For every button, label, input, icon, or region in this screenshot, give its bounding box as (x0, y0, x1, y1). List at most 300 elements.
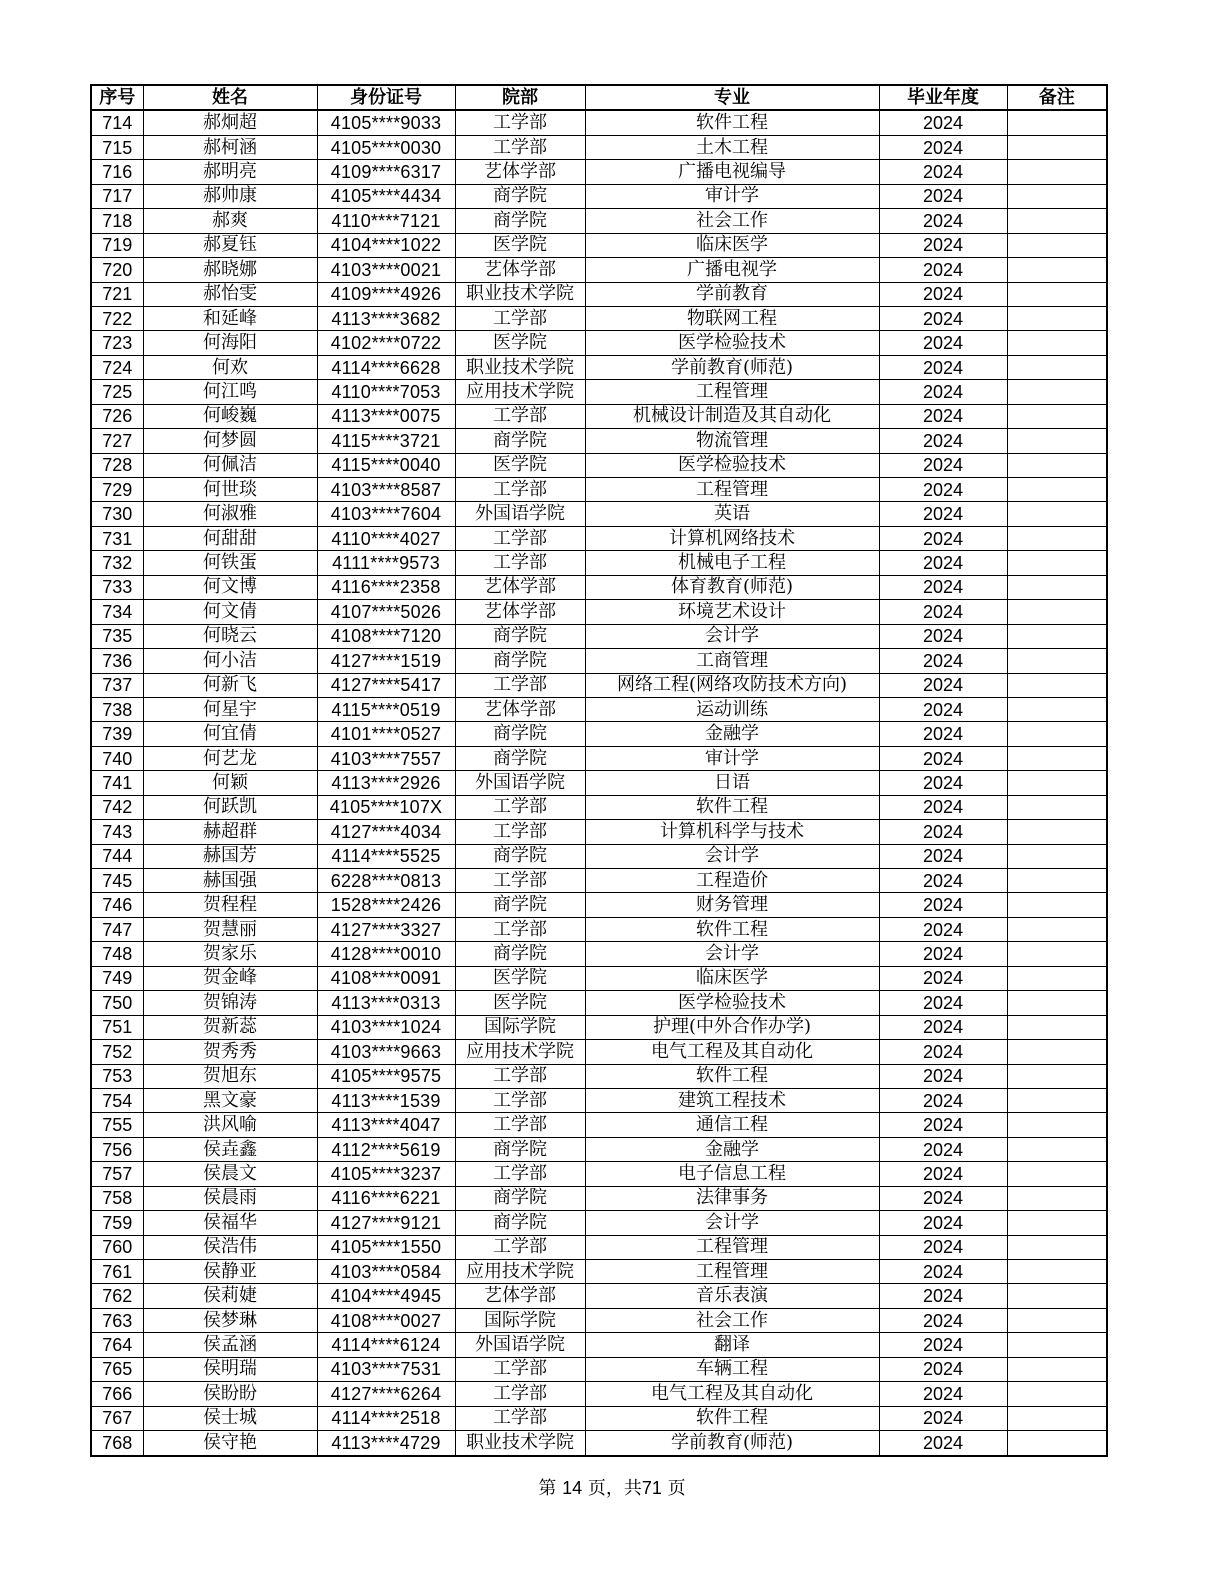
cell-department: 工学部 (455, 135, 585, 159)
cell-id-number: 4103****7604 (317, 502, 455, 526)
cell-name: 侯浩伟 (143, 1235, 317, 1259)
cell-remarks (1007, 355, 1107, 379)
cell-graduation-year: 2024 (879, 649, 1007, 673)
cell-seq: 758 (91, 1186, 143, 1210)
cell-id-number: 4110****7121 (317, 209, 455, 233)
table-row (91, 697, 1107, 721)
table-row (91, 502, 1107, 526)
cell-remarks (1007, 771, 1107, 795)
cell-name: 侯盼盼 (143, 1382, 317, 1406)
cell-department: 职业技术学院 (455, 355, 585, 379)
cell-name: 侯明瑞 (143, 1357, 317, 1381)
cell-seq: 730 (91, 502, 143, 526)
cell-name: 郝帅康 (143, 184, 317, 208)
cell-remarks (1007, 722, 1107, 746)
cell-name: 何峻巍 (143, 404, 317, 428)
cell-department: 工学部 (455, 820, 585, 844)
cell-remarks (1007, 746, 1107, 770)
cell-remarks (1007, 404, 1107, 428)
table-row (91, 429, 1107, 453)
cell-seq: 731 (91, 526, 143, 550)
cell-graduation-year: 2024 (879, 404, 1007, 428)
cell-major: 临床医学 (585, 233, 879, 257)
cell-id-number: 4113****3682 (317, 306, 455, 330)
cell-department: 工学部 (455, 1162, 585, 1186)
cell-graduation-year: 2024 (879, 917, 1007, 941)
cell-graduation-year: 2024 (879, 331, 1007, 355)
cell-department: 商学院 (455, 722, 585, 746)
cell-id-number: 4115****0519 (317, 697, 455, 721)
cell-id-number: 4103****0584 (317, 1260, 455, 1284)
cell-id-number: 4116****6221 (317, 1186, 455, 1210)
cell-name: 赫国芳 (143, 844, 317, 868)
cell-seq: 746 (91, 893, 143, 917)
cell-major: 会计学 (585, 844, 879, 868)
cell-major: 临床医学 (585, 966, 879, 990)
cell-remarks (1007, 502, 1107, 526)
cell-graduation-year: 2024 (879, 1015, 1007, 1039)
cell-graduation-year: 2024 (879, 1211, 1007, 1235)
table-row (91, 1260, 1107, 1284)
cell-name: 郝柯涵 (143, 135, 317, 159)
header-graduation-year: 毕业年度 (879, 85, 1007, 110)
cell-remarks (1007, 942, 1107, 966)
cell-remarks (1007, 526, 1107, 550)
table-row (91, 869, 1107, 893)
cell-remarks (1007, 966, 1107, 990)
table-row (91, 673, 1107, 697)
cell-major: 环境艺术设计 (585, 600, 879, 624)
cell-major: 会计学 (585, 624, 879, 648)
cell-id-number: 6228****0813 (317, 869, 455, 893)
cell-id-number: 4127****9121 (317, 1211, 455, 1235)
cell-remarks (1007, 1015, 1107, 1039)
cell-department: 医学院 (455, 453, 585, 477)
cell-graduation-year: 2024 (879, 282, 1007, 306)
cell-department: 职业技术学院 (455, 282, 585, 306)
cell-department: 外国语学院 (455, 1333, 585, 1357)
cell-seq: 735 (91, 624, 143, 648)
table-body (91, 110, 1107, 1455)
cell-department: 外国语学院 (455, 502, 585, 526)
cell-department: 工学部 (455, 1088, 585, 1112)
cell-id-number: 4105****1550 (317, 1235, 455, 1259)
table-row (91, 795, 1107, 819)
cell-major: 体育教育(师范) (585, 575, 879, 599)
table-row (91, 1357, 1107, 1381)
cell-name: 何宜倩 (143, 722, 317, 746)
cell-department: 工学部 (455, 1357, 585, 1381)
cell-seq: 754 (91, 1088, 143, 1112)
cell-name: 侯静亚 (143, 1260, 317, 1284)
cell-seq: 749 (91, 966, 143, 990)
cell-department: 医学院 (455, 991, 585, 1015)
cell-seq: 759 (91, 1211, 143, 1235)
cell-seq: 734 (91, 600, 143, 624)
cell-major: 电子信息工程 (585, 1162, 879, 1186)
table-row (91, 893, 1107, 917)
page-footer (0, 1474, 1224, 1500)
cell-major: 金融学 (585, 722, 879, 746)
cell-id-number: 4103****8587 (317, 478, 455, 502)
cell-remarks (1007, 1064, 1107, 1088)
cell-department: 艺体学部 (455, 258, 585, 282)
cell-seq: 751 (91, 1015, 143, 1039)
cell-graduation-year: 2024 (879, 110, 1007, 135)
cell-id-number: 4105****3237 (317, 1162, 455, 1186)
cell-seq: 757 (91, 1162, 143, 1186)
cell-name: 郝爽 (143, 209, 317, 233)
cell-id-number: 4113****0313 (317, 991, 455, 1015)
cell-seq: 752 (91, 1040, 143, 1064)
cell-seq: 741 (91, 771, 143, 795)
cell-graduation-year: 2024 (879, 258, 1007, 282)
cell-remarks (1007, 184, 1107, 208)
cell-major: 工程造价 (585, 869, 879, 893)
cell-id-number: 4105****0030 (317, 135, 455, 159)
cell-department: 工学部 (455, 673, 585, 697)
cell-graduation-year: 2024 (879, 355, 1007, 379)
cell-graduation-year: 2024 (879, 624, 1007, 648)
cell-name: 郝炯超 (143, 110, 317, 135)
cell-major: 审计学 (585, 184, 879, 208)
cell-major: 电气工程及其自动化 (585, 1040, 879, 1064)
table-row (91, 1015, 1107, 1039)
cell-graduation-year: 2024 (879, 526, 1007, 550)
header-department: 院部 (455, 85, 585, 110)
cell-seq: 724 (91, 355, 143, 379)
cell-remarks (1007, 624, 1107, 648)
cell-department: 职业技术学院 (455, 1431, 585, 1456)
cell-graduation-year: 2024 (879, 135, 1007, 159)
cell-name: 何梦圆 (143, 429, 317, 453)
cell-id-number: 4109****4926 (317, 282, 455, 306)
cell-name: 贺锦涛 (143, 991, 317, 1015)
cell-id-number: 4114****2518 (317, 1406, 455, 1430)
table-row (91, 600, 1107, 624)
cell-major: 学前教育(师范) (585, 1431, 879, 1456)
cell-department: 医学院 (455, 966, 585, 990)
cell-name: 何欢 (143, 355, 317, 379)
table-header (91, 85, 1107, 110)
table-row (91, 282, 1107, 306)
cell-department: 工学部 (455, 1064, 585, 1088)
cell-remarks (1007, 1284, 1107, 1308)
cell-graduation-year: 2024 (879, 1113, 1007, 1137)
cell-id-number: 4110****4027 (317, 526, 455, 550)
cell-major: 工程管理 (585, 380, 879, 404)
cell-id-number: 4103****7557 (317, 746, 455, 770)
cell-name: 贺秀秀 (143, 1040, 317, 1064)
cell-department: 工学部 (455, 478, 585, 502)
cell-department: 艺体学部 (455, 697, 585, 721)
cell-seq: 739 (91, 722, 143, 746)
cell-department: 工学部 (455, 917, 585, 941)
table-row (91, 526, 1107, 550)
cell-department: 外国语学院 (455, 771, 585, 795)
cell-remarks (1007, 1235, 1107, 1259)
cell-major: 社会工作 (585, 209, 879, 233)
cell-remarks (1007, 135, 1107, 159)
cell-name: 贺旭东 (143, 1064, 317, 1088)
cell-remarks (1007, 1431, 1107, 1456)
cell-graduation-year: 2024 (879, 1064, 1007, 1088)
cell-graduation-year: 2024 (879, 429, 1007, 453)
cell-name: 贺新蕊 (143, 1015, 317, 1039)
table-row (91, 746, 1107, 770)
cell-remarks (1007, 917, 1107, 941)
cell-graduation-year: 2024 (879, 673, 1007, 697)
table-row (91, 722, 1107, 746)
cell-seq: 716 (91, 160, 143, 184)
cell-graduation-year: 2024 (879, 184, 1007, 208)
footer-prefix: 第 (538, 1478, 557, 1499)
cell-graduation-year: 2024 (879, 1260, 1007, 1284)
cell-seq: 727 (91, 429, 143, 453)
cell-name: 何文博 (143, 575, 317, 599)
cell-id-number: 4127****4034 (317, 820, 455, 844)
cell-major: 运动训练 (585, 697, 879, 721)
cell-name: 何淑雅 (143, 502, 317, 526)
footer-total-pages: 71 (641, 1478, 662, 1498)
cell-seq: 717 (91, 184, 143, 208)
cell-department: 商学院 (455, 624, 585, 648)
cell-id-number: 4115****0040 (317, 453, 455, 477)
cell-seq: 743 (91, 820, 143, 844)
footer-middle: 页，共 (587, 1478, 642, 1499)
cell-seq: 720 (91, 258, 143, 282)
cell-department: 商学院 (455, 1137, 585, 1161)
cell-remarks (1007, 110, 1107, 135)
table-row (91, 331, 1107, 355)
table-row (91, 624, 1107, 648)
cell-graduation-year: 2024 (879, 502, 1007, 526)
cell-major: 会计学 (585, 1211, 879, 1235)
header-row (91, 85, 1107, 110)
table-row (91, 1137, 1107, 1161)
cell-id-number: 4116****2358 (317, 575, 455, 599)
cell-name: 贺金峰 (143, 966, 317, 990)
cell-graduation-year: 2024 (879, 551, 1007, 575)
cell-graduation-year: 2024 (879, 697, 1007, 721)
table-row (91, 160, 1107, 184)
table-row (91, 1113, 1107, 1137)
cell-remarks (1007, 893, 1107, 917)
cell-id-number: 4114****6124 (317, 1333, 455, 1357)
cell-id-number: 4105****4434 (317, 184, 455, 208)
cell-name: 侯梦琳 (143, 1308, 317, 1332)
cell-major: 护理(中外合作办学) (585, 1015, 879, 1039)
cell-department: 工学部 (455, 795, 585, 819)
cell-remarks (1007, 649, 1107, 673)
cell-id-number: 4105****107X (317, 795, 455, 819)
cell-seq: 729 (91, 478, 143, 502)
cell-seq: 750 (91, 991, 143, 1015)
cell-graduation-year: 2024 (879, 869, 1007, 893)
cell-seq: 767 (91, 1406, 143, 1430)
cell-name: 何佩洁 (143, 453, 317, 477)
cell-name: 何江鸣 (143, 380, 317, 404)
cell-major: 软件工程 (585, 917, 879, 941)
cell-name: 侯福华 (143, 1211, 317, 1235)
header-id-number: 身份证号 (317, 85, 455, 110)
cell-department: 工学部 (455, 869, 585, 893)
cell-id-number: 4107****5026 (317, 600, 455, 624)
cell-graduation-year: 2024 (879, 1137, 1007, 1161)
cell-department: 工学部 (455, 1235, 585, 1259)
cell-major: 电气工程及其自动化 (585, 1382, 879, 1406)
footer-page-number: 14 (562, 1478, 583, 1498)
cell-graduation-year: 2024 (879, 844, 1007, 868)
table-row (91, 649, 1107, 673)
cell-graduation-year: 2024 (879, 1186, 1007, 1210)
cell-id-number: 4108****0027 (317, 1308, 455, 1332)
cell-graduation-year: 2024 (879, 1040, 1007, 1064)
cell-id-number: 4127****3327 (317, 917, 455, 941)
cell-major: 软件工程 (585, 1406, 879, 1430)
cell-name: 何新飞 (143, 673, 317, 697)
table-row (91, 575, 1107, 599)
cell-graduation-year: 2024 (879, 1431, 1007, 1456)
cell-department: 国际学院 (455, 1015, 585, 1039)
cell-name: 何跃凯 (143, 795, 317, 819)
cell-major: 工程管理 (585, 1235, 879, 1259)
cell-id-number: 4113****2926 (317, 771, 455, 795)
cell-major: 审计学 (585, 746, 879, 770)
cell-graduation-year: 2024 (879, 1357, 1007, 1381)
cell-name: 郝晓娜 (143, 258, 317, 282)
cell-department: 商学院 (455, 1211, 585, 1235)
cell-id-number: 4113****4047 (317, 1113, 455, 1137)
cell-remarks (1007, 160, 1107, 184)
cell-graduation-year: 2024 (879, 160, 1007, 184)
cell-name: 和延峰 (143, 306, 317, 330)
cell-major: 财务管理 (585, 893, 879, 917)
cell-department: 工学部 (455, 110, 585, 135)
table-row (91, 844, 1107, 868)
cell-department: 医学院 (455, 233, 585, 257)
header-name: 姓名 (143, 85, 317, 110)
table-row (91, 233, 1107, 257)
cell-major: 翻译 (585, 1333, 879, 1357)
cell-department: 商学院 (455, 209, 585, 233)
cell-department: 商学院 (455, 746, 585, 770)
cell-name: 何世琰 (143, 478, 317, 502)
cell-seq: 762 (91, 1284, 143, 1308)
cell-graduation-year: 2024 (879, 746, 1007, 770)
cell-remarks (1007, 233, 1107, 257)
cell-graduation-year: 2024 (879, 893, 1007, 917)
cell-seq: 736 (91, 649, 143, 673)
cell-remarks (1007, 1137, 1107, 1161)
cell-graduation-year: 2024 (879, 1284, 1007, 1308)
header-seq: 序号 (91, 85, 143, 110)
cell-seq: 748 (91, 942, 143, 966)
cell-remarks (1007, 844, 1107, 868)
cell-name: 何小洁 (143, 649, 317, 673)
cell-name: 何晓云 (143, 624, 317, 648)
cell-remarks (1007, 991, 1107, 1015)
cell-seq: 732 (91, 551, 143, 575)
cell-seq: 719 (91, 233, 143, 257)
cell-major: 工商管理 (585, 649, 879, 673)
table-row (91, 1186, 1107, 1210)
cell-department: 艺体学部 (455, 600, 585, 624)
table-row (91, 1406, 1107, 1430)
table-row (91, 1382, 1107, 1406)
table-row (91, 1284, 1107, 1308)
cell-major: 医学检验技术 (585, 991, 879, 1015)
cell-department: 商学院 (455, 429, 585, 453)
table-row (91, 1235, 1107, 1259)
cell-graduation-year: 2024 (879, 306, 1007, 330)
cell-id-number: 4104****1022 (317, 233, 455, 257)
cell-graduation-year: 2024 (879, 1382, 1007, 1406)
cell-graduation-year: 2024 (879, 1406, 1007, 1430)
cell-major: 音乐表演 (585, 1284, 879, 1308)
cell-id-number: 4105****9575 (317, 1064, 455, 1088)
cell-graduation-year: 2024 (879, 453, 1007, 477)
cell-id-number: 4113****0075 (317, 404, 455, 428)
cell-remarks (1007, 306, 1107, 330)
cell-department: 商学院 (455, 942, 585, 966)
cell-graduation-year: 2024 (879, 1333, 1007, 1357)
cell-department: 应用技术学院 (455, 1040, 585, 1064)
cell-remarks (1007, 282, 1107, 306)
cell-major: 土木工程 (585, 135, 879, 159)
table-row (91, 1431, 1107, 1456)
cell-seq: 760 (91, 1235, 143, 1259)
cell-name: 侯孟涵 (143, 1333, 317, 1357)
header-remarks: 备注 (1007, 85, 1107, 110)
cell-seq: 715 (91, 135, 143, 159)
cell-department: 工学部 (455, 526, 585, 550)
cell-id-number: 4114****6628 (317, 355, 455, 379)
table-row (91, 209, 1107, 233)
cell-id-number: 4103****0021 (317, 258, 455, 282)
table-row (91, 771, 1107, 795)
cell-department: 艺体学部 (455, 160, 585, 184)
cell-remarks (1007, 209, 1107, 233)
cell-name: 黑文豪 (143, 1088, 317, 1112)
cell-seq: 723 (91, 331, 143, 355)
cell-seq: 768 (91, 1431, 143, 1456)
cell-major: 通信工程 (585, 1113, 879, 1137)
cell-department: 商学院 (455, 649, 585, 673)
graduate-roster-table (90, 84, 1108, 1457)
cell-seq: 740 (91, 746, 143, 770)
cell-department: 应用技术学院 (455, 1260, 585, 1284)
table-row (91, 404, 1107, 428)
cell-graduation-year: 2024 (879, 1088, 1007, 1112)
cell-seq: 722 (91, 306, 143, 330)
cell-id-number: 4127****1519 (317, 649, 455, 673)
cell-major: 日语 (585, 771, 879, 795)
cell-graduation-year: 2024 (879, 575, 1007, 599)
cell-remarks (1007, 258, 1107, 282)
cell-major: 物流管理 (585, 429, 879, 453)
cell-graduation-year: 2024 (879, 1235, 1007, 1259)
table-row (91, 1040, 1107, 1064)
cell-name: 侯守艳 (143, 1431, 317, 1456)
cell-major: 物联网工程 (585, 306, 879, 330)
cell-name: 何颖 (143, 771, 317, 795)
cell-graduation-year: 2024 (879, 966, 1007, 990)
cell-remarks (1007, 1308, 1107, 1332)
table-row (91, 355, 1107, 379)
cell-graduation-year: 2024 (879, 600, 1007, 624)
cell-major: 学前教育(师范) (585, 355, 879, 379)
